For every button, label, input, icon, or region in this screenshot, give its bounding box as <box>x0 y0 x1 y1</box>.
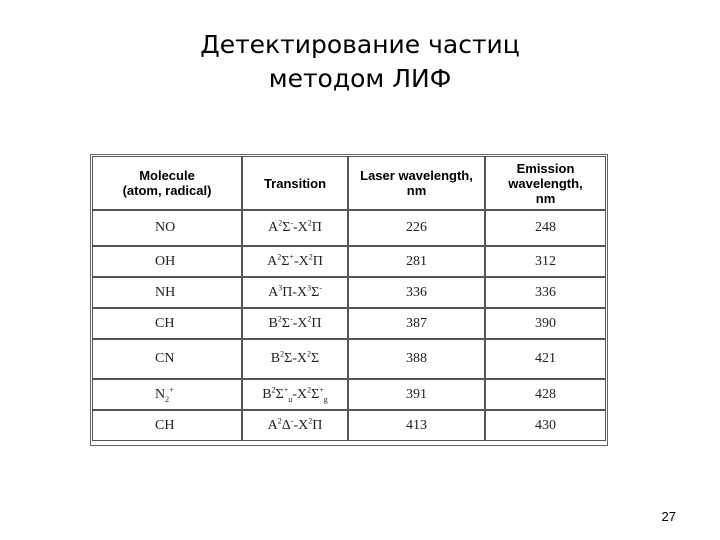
formula-part: Σ <box>281 253 290 269</box>
table-header-row <box>92 156 606 210</box>
cell-molecule: CH <box>92 410 242 441</box>
cell-laser-wavelength: 388 <box>348 339 485 379</box>
formula-part: 2 <box>277 415 282 425</box>
header-molecule-line-1: Molecule <box>139 168 195 183</box>
formula-part: 2 <box>278 218 283 228</box>
cell-laser-wavelength: 281 <box>348 246 485 277</box>
formula-part: Σ <box>311 284 320 300</box>
formula-part: Σ <box>281 315 290 331</box>
cell-laser-wavelength: 336 <box>348 277 485 308</box>
formula-part: 2 <box>271 384 276 394</box>
cell-emission-wavelength: 336 <box>485 277 606 308</box>
formula-part: Σ-X <box>284 351 308 366</box>
formula-part: Σ <box>282 220 291 235</box>
formula-part: 2 <box>308 251 313 261</box>
formula-part: Π <box>312 417 323 433</box>
formula-part: -X <box>293 253 309 269</box>
cell-transition <box>242 308 348 339</box>
cell-transition <box>242 379 348 410</box>
formula-part: A <box>268 220 279 235</box>
cell-molecule <box>92 379 242 410</box>
cell-emission-wavelength: 248 <box>485 210 606 246</box>
cell-transition <box>242 410 348 441</box>
formula-part: 2 <box>277 251 282 261</box>
formula-part: 2 <box>165 394 170 404</box>
formula-part: + <box>289 251 294 261</box>
header-emission-wavelength <box>485 156 606 210</box>
table-row <box>92 277 606 308</box>
formula-part: - <box>290 218 294 228</box>
formula-part: -X <box>293 220 308 235</box>
formula-part: + <box>319 384 324 394</box>
lif-table-container <box>90 154 608 446</box>
slide-title-line-1: Детектирование частиц <box>200 30 520 59</box>
formula-part: Δ <box>281 417 291 433</box>
cell-molecule: CN <box>92 339 242 379</box>
table-row <box>92 210 606 246</box>
page-number: 27 <box>661 509 676 524</box>
formula-part: -X <box>293 417 309 433</box>
cell-emission-wavelength: 421 <box>485 339 606 379</box>
formula-part: g <box>323 394 328 404</box>
table-row <box>92 339 606 379</box>
formula-part: 3 <box>307 282 312 292</box>
cell-emission-wavelength: 428 <box>485 379 606 410</box>
formula-part: + <box>283 384 289 394</box>
formula-part: Σ <box>311 351 320 366</box>
formula-part: + <box>169 384 174 394</box>
cell-molecule: NO <box>92 210 242 246</box>
header-laser-line-2: nm <box>406 183 427 198</box>
table-row <box>92 410 606 441</box>
header-transition-line-1: Transition <box>263 175 327 191</box>
lif-table <box>92 156 606 441</box>
cell-laser-wavelength: 391 <box>348 379 485 410</box>
table-row <box>92 308 606 339</box>
formula-part: 2 <box>307 313 312 323</box>
formula-part: Π-X <box>282 284 308 300</box>
cell-molecule: OH <box>92 246 242 277</box>
formula-part: B <box>268 315 278 331</box>
formula-part: 2 <box>277 313 282 323</box>
formula-part: - <box>319 282 322 292</box>
formula-part: N <box>155 386 166 402</box>
formula-part: Σ <box>275 386 284 402</box>
cell-transition <box>242 277 348 308</box>
formula-part: u <box>288 394 293 404</box>
header-emission-line-3: nm <box>535 190 556 206</box>
cell-molecule: CH <box>92 308 242 339</box>
cell-transition <box>242 246 348 277</box>
cell-emission-wavelength: 312 <box>485 246 606 277</box>
formula-part: 2 <box>307 218 312 228</box>
cell-emission-wavelength: 430 <box>485 410 606 441</box>
table-row <box>92 379 606 410</box>
header-emission-line-1: Emission <box>516 160 575 176</box>
cell-transition <box>242 339 348 379</box>
formula-part: 2 <box>307 384 312 394</box>
formula-part: - <box>290 415 294 425</box>
formula-part: Σ <box>311 386 320 402</box>
formula-part: 2 <box>280 349 285 359</box>
header-molecule-line-2: (atom, radical) <box>122 183 212 198</box>
formula-part: Π <box>311 220 322 235</box>
header-laser-line-1: Laser wavelength, <box>360 168 473 183</box>
slide-title-line-2: методом ЛИФ <box>268 64 452 93</box>
formula-part: B <box>270 351 281 366</box>
formula-part: A <box>267 417 278 433</box>
table-row <box>92 246 606 277</box>
formula-part: A <box>268 284 279 300</box>
cell-transition <box>242 210 348 246</box>
formula-part: B <box>262 386 272 402</box>
cell-laser-wavelength: 413 <box>348 410 485 441</box>
cell-molecule: NH <box>92 277 242 308</box>
header-laser-wavelength <box>348 156 485 210</box>
slide-title <box>0 28 720 96</box>
formula-part: - <box>289 313 293 323</box>
formula-part: 2 <box>308 415 313 425</box>
header-molecule <box>92 156 242 210</box>
formula-part: -X <box>292 386 308 402</box>
formula-part: A <box>267 253 278 269</box>
formula-part: 2 <box>307 349 312 359</box>
cell-emission-wavelength: 390 <box>485 308 606 339</box>
header-transition <box>242 156 348 210</box>
formula-part: 3 <box>278 282 283 292</box>
cell-laser-wavelength: 387 <box>348 308 485 339</box>
formula-part: -X <box>292 315 308 331</box>
header-emission-line-2: wavelength, <box>508 175 583 191</box>
formula-part: Π <box>312 253 323 269</box>
formula-part: Π <box>311 315 322 331</box>
cell-laser-wavelength: 226 <box>348 210 485 246</box>
